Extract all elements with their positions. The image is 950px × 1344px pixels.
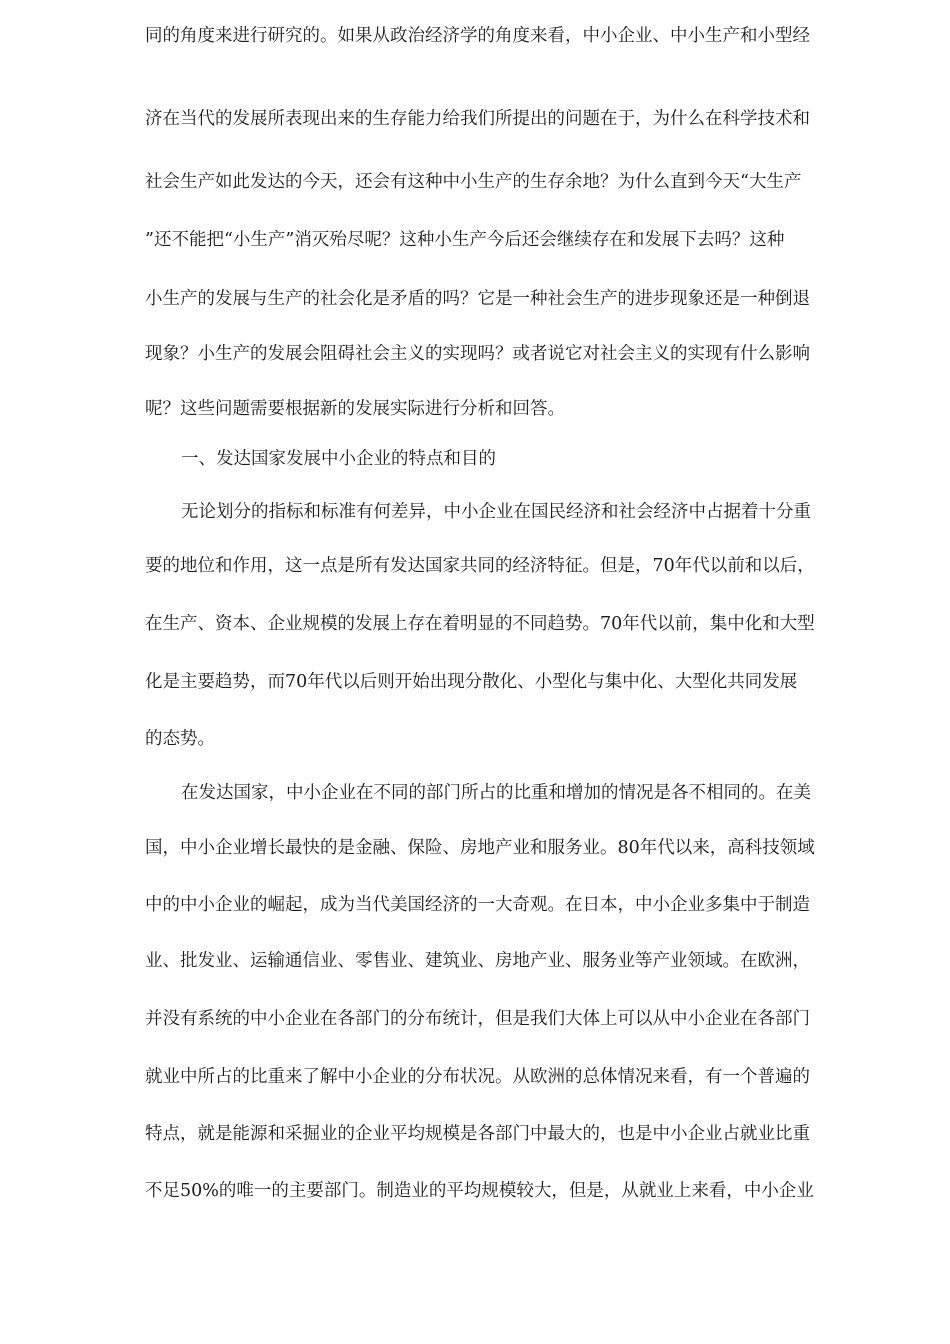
text-line: 同的角度来进行研究的。如果从政治经济学的角度来看，中小企业、中小生产和小型经 (145, 26, 810, 46)
text-line: 呢？这些问题需要根据新的发展实际进行分析和回答。 (145, 399, 565, 419)
text-line: 并没有系统的中小企业在各部门的分布统计，但是我们大体上可以从中小企业在各部门 (145, 1009, 810, 1029)
text-line: 在发达国家，中小企业在不同的部门所占的比重和增加的情况是各不相同的。在美 (181, 783, 811, 803)
text-line: 不足50%的唯一的主要部门。制造业的平均规模较大，但是，从就业上来看，中小企业 (145, 1181, 814, 1201)
text-line: 特点，就是能源和采掘业的企业平均规模是各部门中最大的，也是中小企业占就业比重 (145, 1124, 810, 1144)
section-heading: 一、发达国家发展中小企业的特点和目的 (181, 449, 496, 469)
text-line: 济在当代的发展所表现出来的生存能力给我们所提出的问题在于，为什么在科学技术和 (145, 109, 810, 129)
text-line: 业、批发业、运输通信业、零售业、建筑业、房地产业、服务业等产业领域。在欧洲， (145, 951, 810, 971)
text-line: 化是主要趋势，而70年代以后则开始出现分散化、小型化与集中化、大型化共同发展 (145, 672, 798, 692)
text-line: 社会生产如此发达的今天，还会有这种中小生产的生存余地？为什么直到今天“大生产 (145, 172, 802, 192)
text-line: 国，中小企业增长最快的是金融、保险、房地产业和服务业。80年代以来，高科技领域 (145, 838, 815, 858)
text-line: 在生产、资本、企业规模的发展上存在着明显的不同趋势。70年代以前，集中化和大型 (145, 614, 815, 634)
text-line: ”还不能把“小生产”消灭殆尽呢？这种小生产今后还会继续存在和发展下去吗？这种 (145, 230, 785, 250)
text-line: 小生产的发展与生产的社会化是矛盾的吗？它是一种社会生产的进步现象还是一种倒退 (145, 289, 810, 309)
text-line: 就业中所占的比重来了解中小企业的分布状况。从欧洲的总体情况来看，有一个普遍的 (145, 1067, 810, 1087)
text-line: 无论划分的指标和标准有何差异，中小企业在国民经济和社会经济中占据着十分重 (181, 502, 811, 522)
text-line: 要的地位和作用，这一点是所有发达国家共同的经济特征。但是，70年代以前和以后， (145, 556, 815, 576)
text-line: 的态势。 (145, 729, 215, 749)
text-line: 现象？小生产的发展会阻碍社会主义的实现吗？或者说它对社会主义的实现有什么影响 (145, 344, 810, 364)
text-line: 中的中小企业的崛起，成为当代美国经济的一大奇观。在日本，中小企业多集中于制造 (145, 895, 810, 915)
